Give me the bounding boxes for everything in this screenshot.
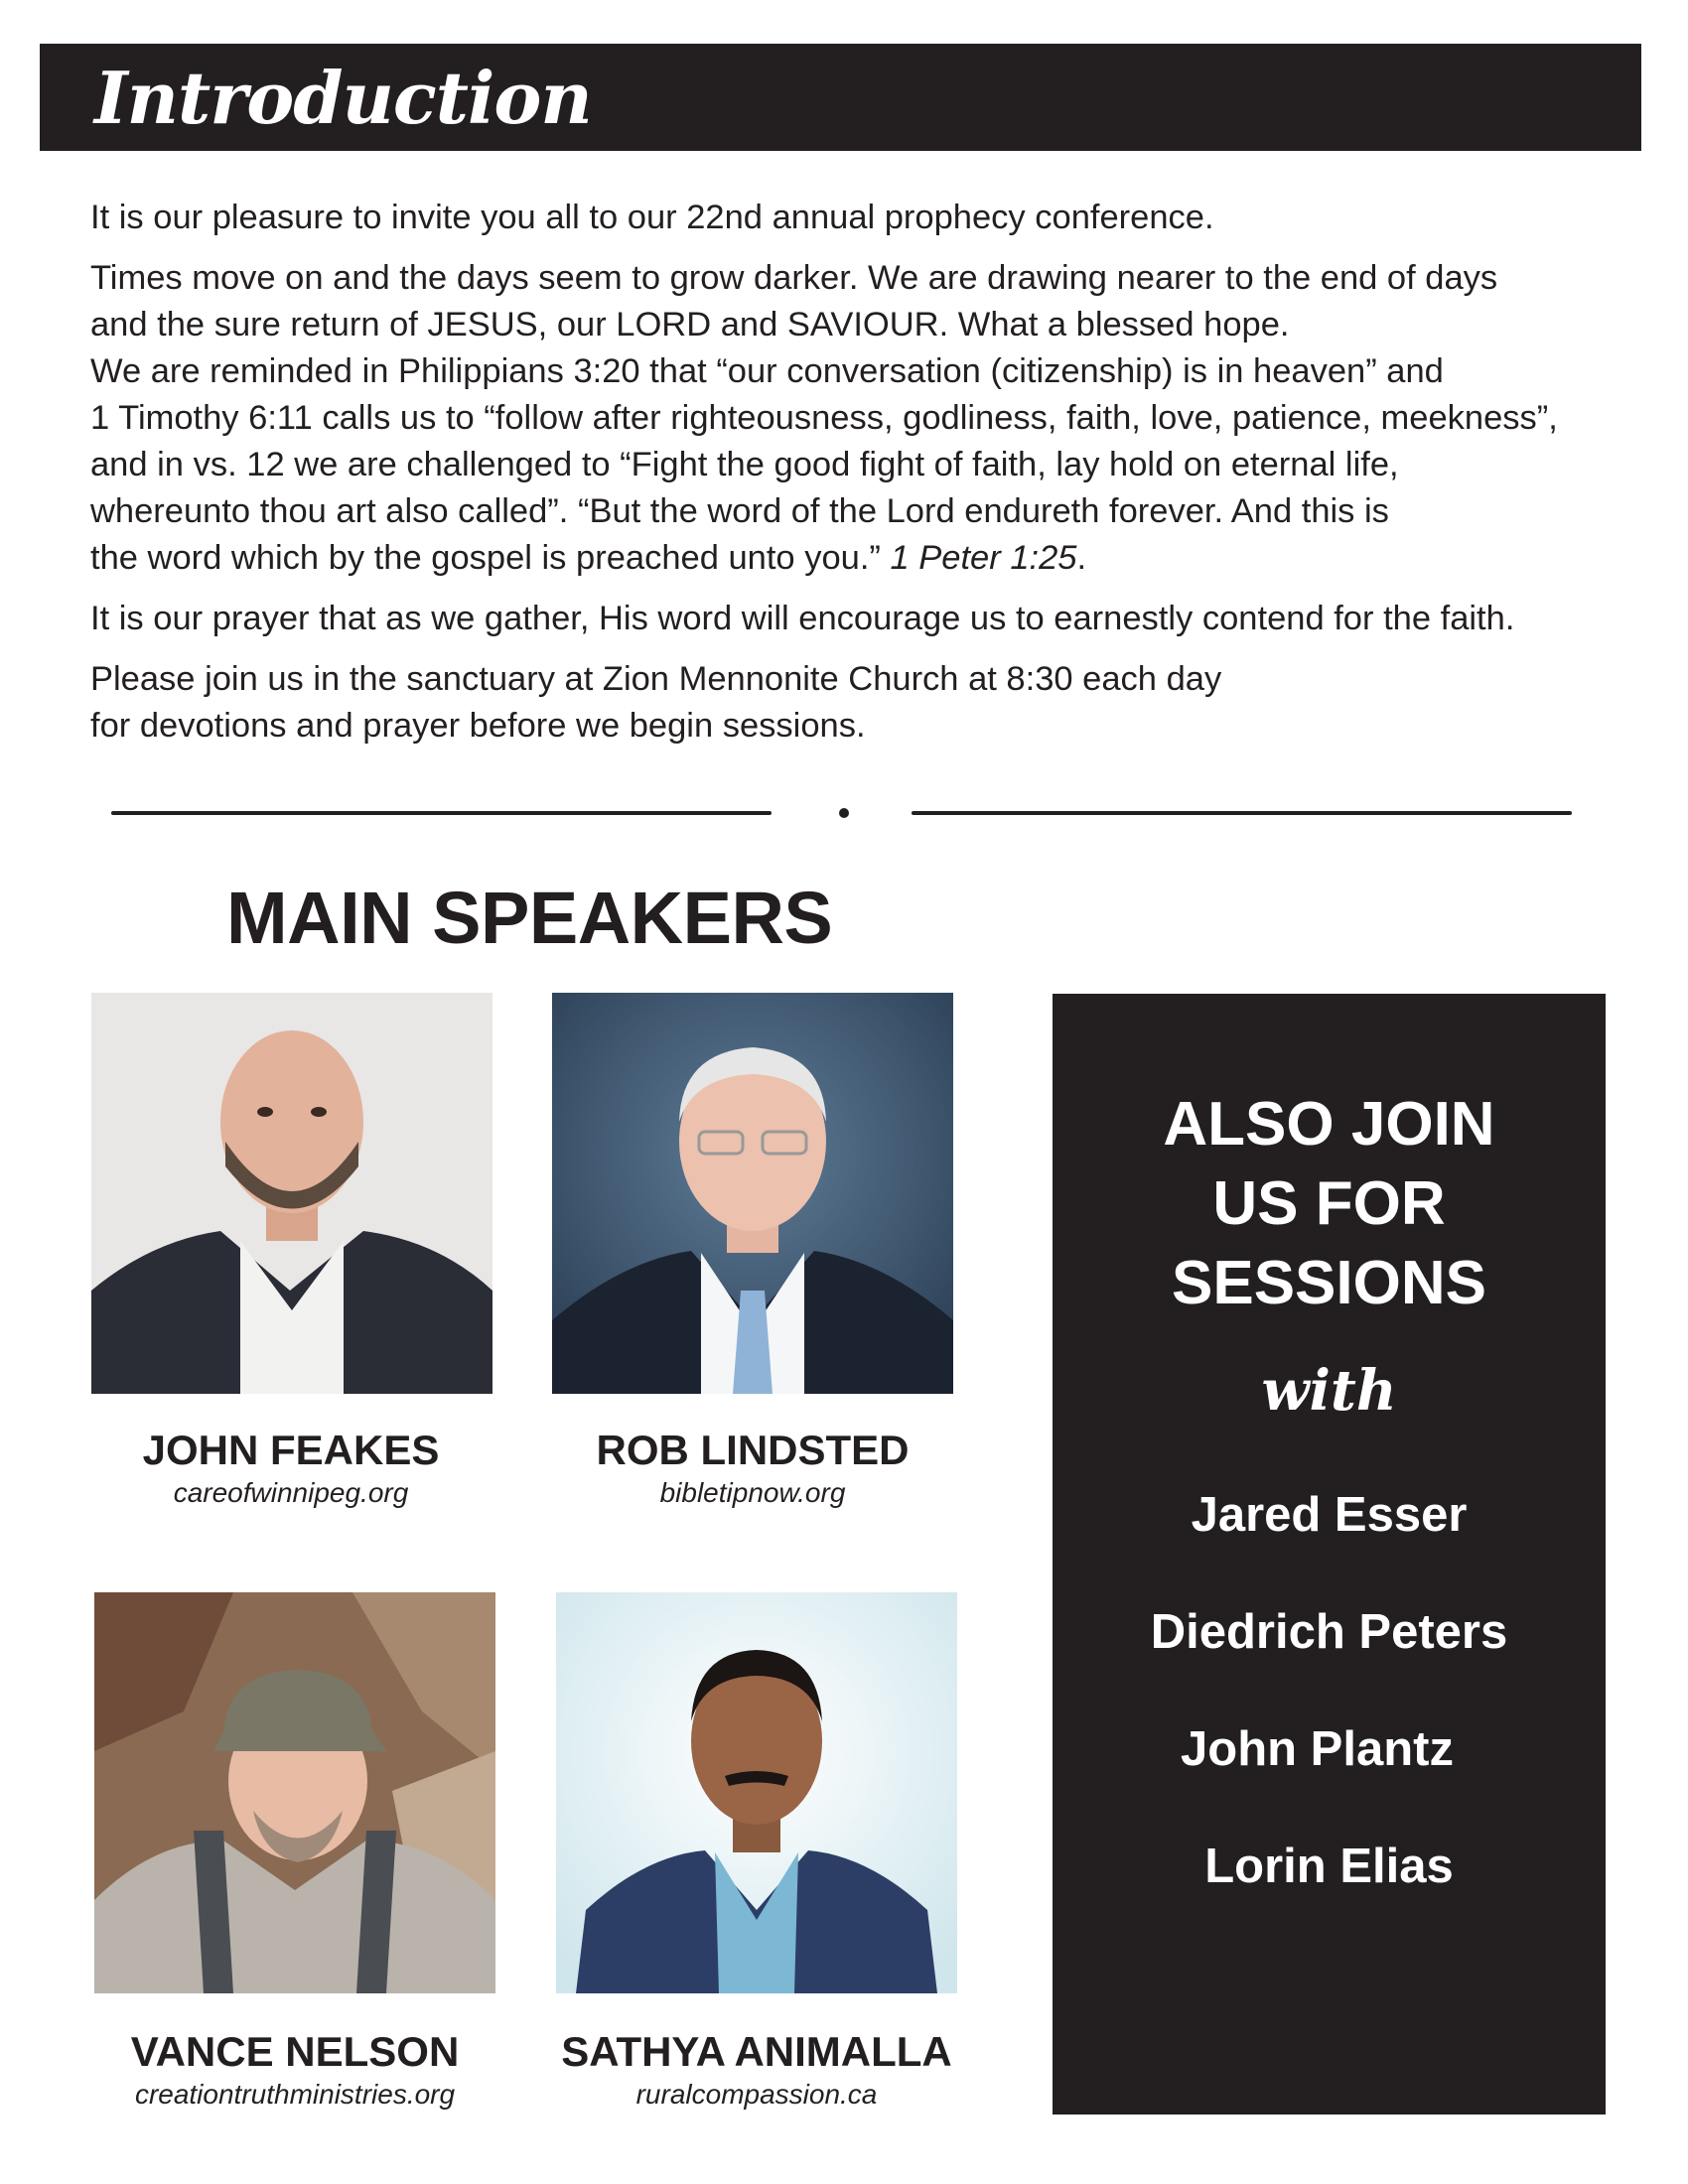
intro-line-text: the word which by the gospel is preached unto you.” [90,539,881,577]
intro-line: whereunto thou art also called”. “But the word of the Lord endureth forever. And this is [90,492,1389,530]
speaker-photo-vance-nelson [94,1592,495,1993]
scripture-citation: 1 Peter 1:25 [890,539,1077,577]
session-speaker-name: Diedrich Peters [1150,1605,1508,1659]
speaker-photo-john-feakes [91,993,492,1394]
introduction-body [90,195,1639,763]
session-speaker-name: Jared Esser [1191,1488,1468,1542]
introduction-title: Introduction [94,56,592,140]
speaker-portrait-image [91,993,492,1394]
intro-paragraph [90,255,1639,582]
intro-line: 1 Timothy 6:11 calls us to “follow after righteousness, godliness, faith, love, patience, meekness”, [90,399,1558,437]
divider-line-left [111,811,772,815]
main-speakers-heading: MAIN SPEAKERS [226,877,833,959]
speaker-portrait-image [556,1592,957,1993]
speaker-photo-sathya-animalla [556,1592,957,1993]
speaker-portrait-image [94,1592,495,1993]
intro-line: Please join us in the sanctuary at Zion Mennonite Church at 8:30 each day [90,660,1222,698]
session-speaker-name: John Plantz [1181,1722,1454,1776]
speaker-website-link[interactable]: creationtruthministries.org [134,2079,456,2110]
intro-line: for devotions and prayer before we begin sessions. [90,707,866,745]
speaker-name: JOHN FEAKES [142,1427,440,1473]
speaker-name: SATHYA ANIMALLA [561,2028,952,2075]
introduction-header-bar [40,44,1641,151]
speaker-website-link[interactable]: bibletipnow.org [659,1477,846,1508]
intro-line-end: . [1076,539,1087,577]
speaker-website-link[interactable]: careofwinnipeg.org [173,1477,409,1508]
speaker-name: ROB LINDSTED [596,1427,910,1473]
sessions-heading-line: ALSO JOIN [1163,1090,1495,1159]
speaker-website-link[interactable]: ruralcompassion.ca [635,2079,878,2110]
intro-line: and the sure return of JESUS, our LORD and SAVIOUR. What a blessed hope. [90,306,1290,343]
divider-line-right [912,811,1572,815]
intro-paragraph: It is our prayer that as we gather, His word will encourage us to earnestly contend for the faith. [90,600,1515,637]
intro-line: Times move on and the days seem to grow darker. We are drawing nearer to the end of days [90,259,1498,297]
intro-line: We are reminded in Philippians 3:20 that “our conversation (citizenship) is in heaven” and [90,352,1444,390]
intro-line: and in vs. 12 we are challenged to “Fight the good fight of faith, lay hold on eternal life, [90,446,1399,483]
divider-dot [839,808,849,818]
sessions-heading [1053,1085,1606,1323]
speaker-photo-rob-lindsted [552,993,953,1394]
session-speaker-name: Lorin Elias [1204,1840,1454,1893]
intro-line [90,535,1639,582]
sessions-heading-line: SESSIONS [1172,1249,1486,1317]
intro-paragraph: It is our pleasure to invite you all to our 22nd annual prophecy conference. [90,199,1214,236]
intro-paragraph [90,656,1639,750]
additional-sessions-panel [1053,994,1606,2115]
sessions-with-script: with [1261,1358,1397,1424]
speaker-portrait-image [552,993,953,1394]
sessions-heading-line: US FOR [1212,1169,1446,1238]
speaker-name: VANCE NELSON [130,2028,460,2075]
